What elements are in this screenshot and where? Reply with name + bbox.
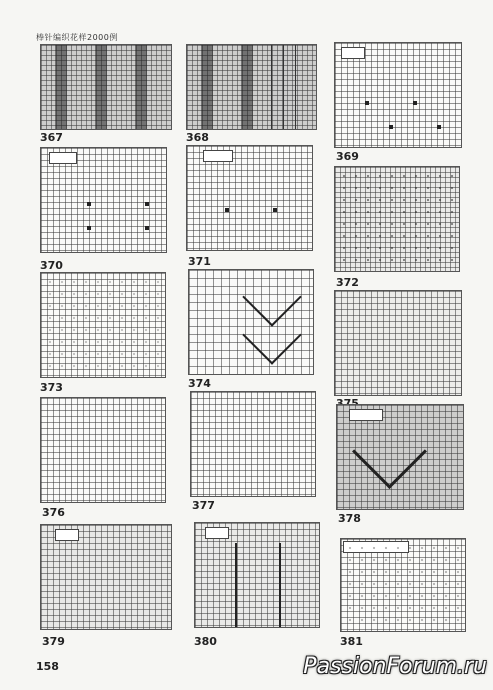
chart-grid <box>335 291 461 395</box>
pattern-number: 374 <box>188 377 211 390</box>
pattern-number: 377 <box>192 499 215 512</box>
stitch-mark <box>87 202 91 206</box>
chart-381 <box>340 538 466 632</box>
chart-369 <box>334 42 462 148</box>
stitch-mark <box>87 226 91 230</box>
column-divider <box>295 45 296 129</box>
chart-378 <box>336 404 464 510</box>
chart-370 <box>40 147 167 253</box>
chart-380 <box>194 522 320 628</box>
chart-371 <box>186 145 313 251</box>
chart-symbols <box>41 273 165 377</box>
chart-legend <box>55 529 79 541</box>
stitch-mark <box>145 202 149 206</box>
book-title: 棒针编织花样2000例 <box>36 33 118 42</box>
chart-symbols <box>335 167 459 271</box>
chart-368 <box>186 44 317 130</box>
chart-372 <box>334 166 460 272</box>
chart-376 <box>40 397 166 503</box>
motif-stem <box>235 543 237 627</box>
pattern-number: 368 <box>186 131 209 144</box>
pattern-number: 373 <box>40 381 63 394</box>
chart-grid <box>189 270 313 374</box>
pattern-number: 369 <box>336 150 359 163</box>
chart-legend <box>341 47 365 59</box>
chart-symbols <box>187 45 261 129</box>
chart-375 <box>334 290 462 396</box>
stitch-mark <box>145 226 149 230</box>
pattern-number: 379 <box>42 635 65 648</box>
chart-377 <box>190 391 316 497</box>
stitch-mark <box>413 101 417 105</box>
chart-grid <box>41 398 165 502</box>
pattern-number: 381 <box>340 635 363 648</box>
page-number: 158 <box>36 660 59 673</box>
chart-legend <box>203 150 233 162</box>
pattern-number: 367 <box>40 131 63 144</box>
chart-symbols <box>341 539 465 631</box>
stitch-mark <box>225 208 229 212</box>
pattern-number: 380 <box>194 635 217 648</box>
site-watermark: PassionForum.ru <box>303 654 487 679</box>
chart-legend <box>349 409 383 421</box>
column-divider <box>271 45 272 129</box>
chart-symbols <box>41 45 171 129</box>
stitch-mark <box>389 125 393 129</box>
pattern-number: 371 <box>188 255 211 268</box>
stitch-mark <box>365 101 369 105</box>
stitch-mark <box>437 125 441 129</box>
chart-379 <box>40 524 172 630</box>
pattern-number: 372 <box>336 276 359 289</box>
column-divider <box>283 45 284 129</box>
chart-legend <box>49 152 77 164</box>
motif-stem <box>279 543 281 627</box>
pattern-number: 378 <box>338 512 361 525</box>
chart-374 <box>188 269 314 375</box>
stitch-mark <box>273 208 277 212</box>
chart-legend <box>205 527 229 539</box>
pattern-number: 370 <box>40 259 63 272</box>
chart-367 <box>40 44 172 130</box>
chart-373 <box>40 272 166 378</box>
pattern-number: 376 <box>42 506 65 519</box>
chart-grid <box>191 392 315 496</box>
